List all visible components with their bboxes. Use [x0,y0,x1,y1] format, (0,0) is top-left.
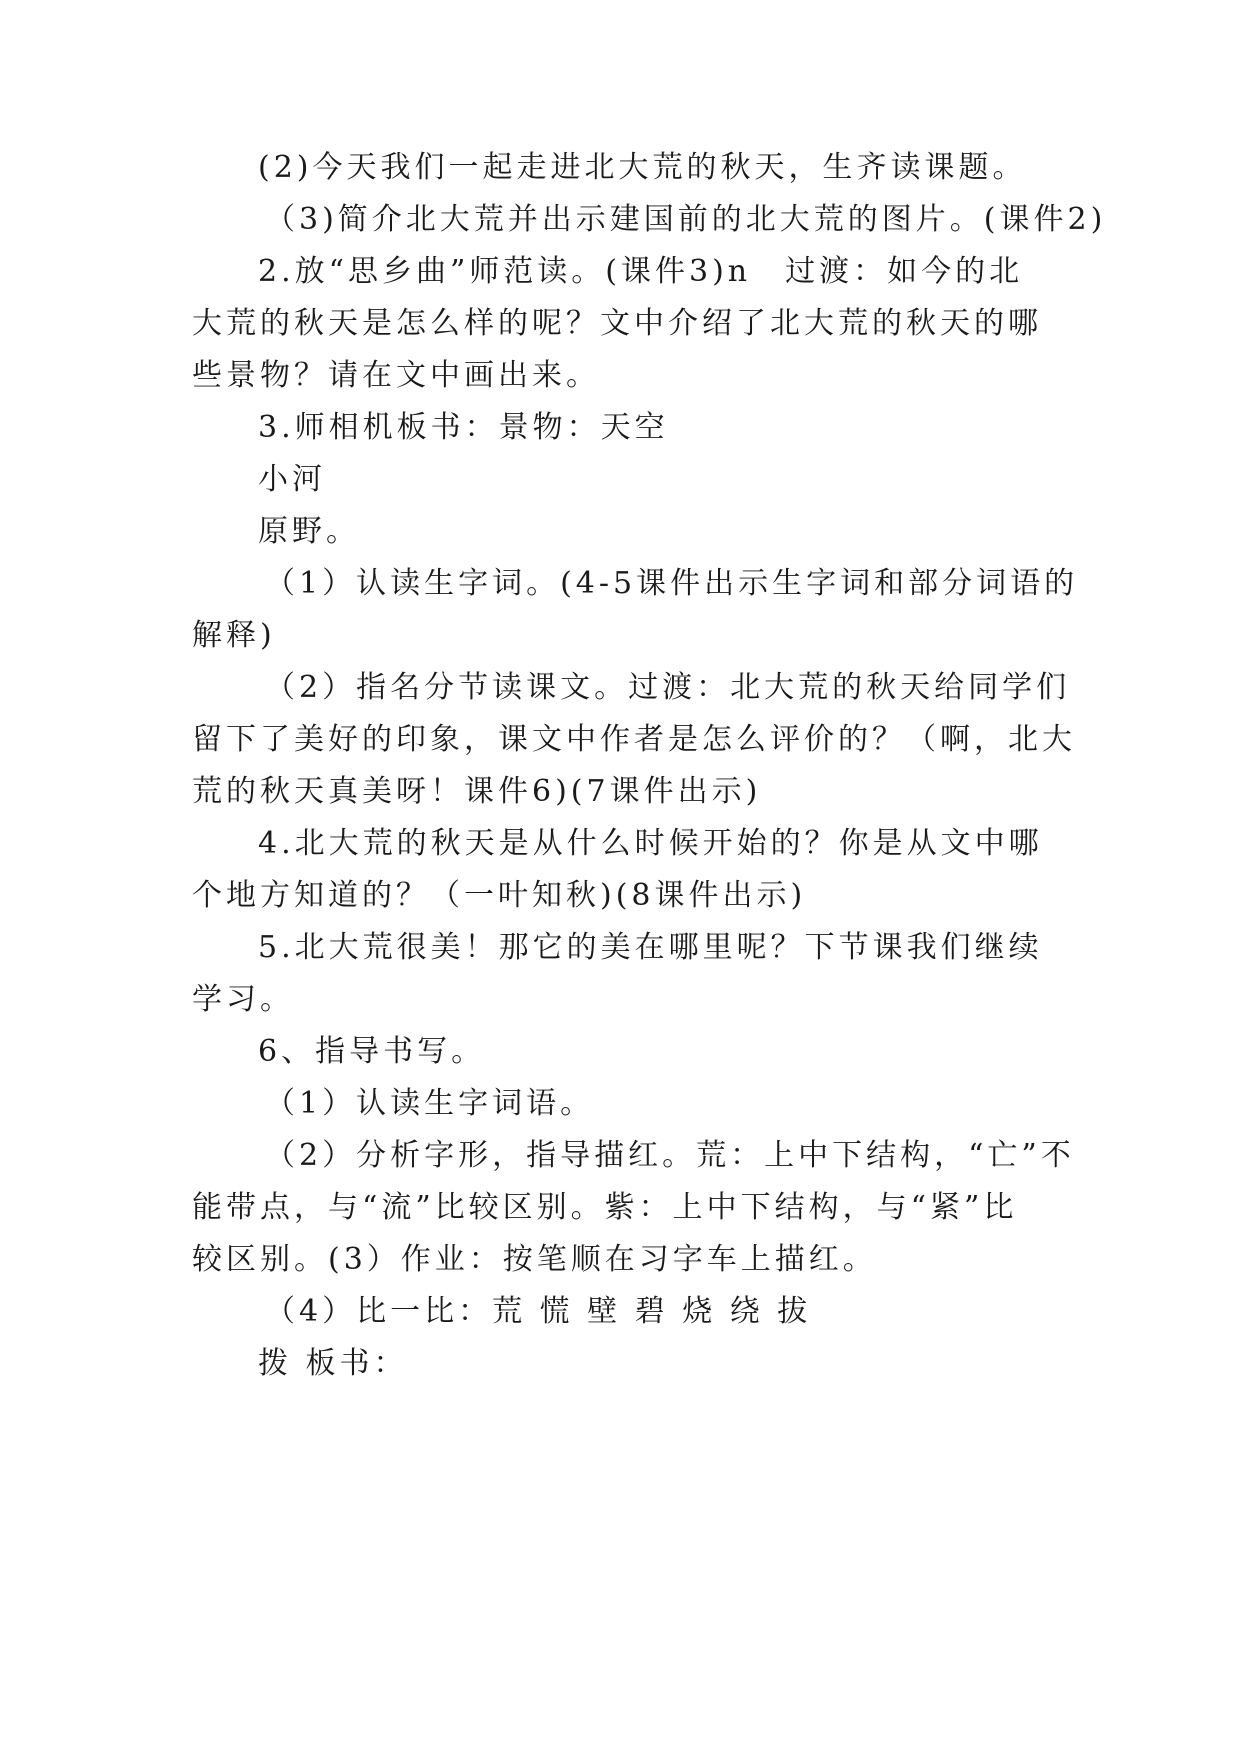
text-line-17: 学习。 [192,982,294,1017]
text-line-24: 拨 板书： [258,1346,408,1381]
text-line-3: 2.放“思乡曲”师范读。(课件3)n 过渡：如今的北 [258,254,1024,289]
text-line-1: (2)今天我们一起走进北大荒的秋天，生齐读课题。 [258,150,1027,185]
text-line-12: 留下了美好的印象，课文中作者是怎么评价的？（啊，北大 [192,722,1076,757]
text-line-15: 个地方知道的？（一叶知秋)(8课件出示) [192,878,807,913]
text-line-19: （1）认读生字词语。 [265,1086,595,1121]
text-line-10: 解释) [192,618,276,653]
text-line-14: 4.北大荒的秋天是从什么时候开始的？你是从文中哪 [258,826,1043,861]
text-line-6: 3.师相机板书：景物：天空 [258,410,669,445]
text-line-7: 小河 [258,462,326,497]
text-line-11: （2）指名分节读课文。过渡：北大荒的秋天给同学们 [265,670,1071,705]
text-line-20: （2）分析字形，指导描红。荒：上中下结构，“亡”不 [265,1138,1075,1173]
text-line-8: 原野。 [258,514,360,549]
text-line-9: （1）认读生字词。(4-5课件出示生字词和部分词语的 [265,566,1079,601]
text-line-23: （4）比一比：荒 慌 壁 碧 烧 绕 拔 [265,1294,812,1329]
text-line-16: 5.北大荒很美！那它的美在哪里呢？下节课我们继续 [258,930,1043,965]
text-line-13: 荒的秋天真美呀！课件6)(7课件出示) [192,774,762,809]
text-line-21: 能带点，与“流”比较区别。紫：上中下结构，与“紧”比 [192,1190,1018,1225]
text-line-2: （3)简介北大荒并出示建国前的北大荒的图片。(课件2) [265,202,1107,237]
text-line-4: 大荒的秋天是怎么样的呢？文中介绍了北大荒的秋天的哪 [192,306,1042,341]
text-line-22: 较区别。(3）作业：按笔顺在习字车上描红。 [192,1242,877,1277]
text-line-5: 些景物？请在文中画出来。 [192,358,600,393]
text-line-18: 6、指导书写。 [258,1034,486,1069]
